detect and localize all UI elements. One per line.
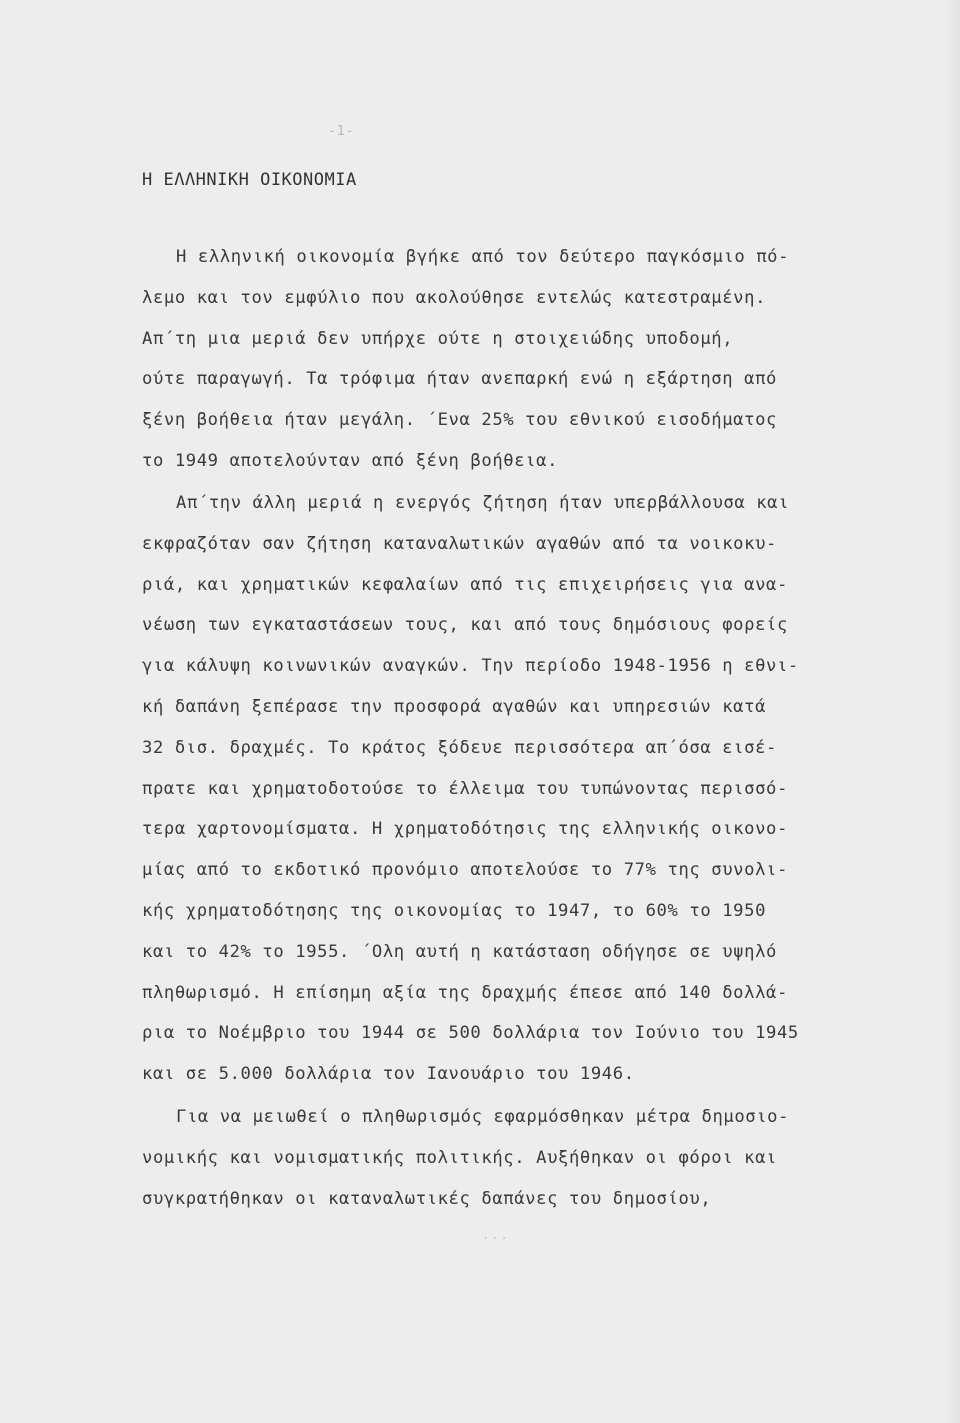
text-line: ξένη βοήθεια ήταν μεγάλη. ΄Ενα 25% του εθνικού εισοδήματος [142,410,777,431]
text-line: ούτε παραγωγή. Τα τρόφιμα ήταν ανεπαρκή ενώ η εξάρτηση από [142,369,777,390]
text-line: και σε 5.000 δολλάρια τον Ιανουάριο του 1946. [142,1064,635,1085]
text-line: πληθωρισμό. Η επίσημη αξία της δραχμής έπεσε από 140 δολλά- [142,982,788,1003]
text-line: πρατε και χρηματοδοτούσε το έλλειμα του τυπώνοντας περισσό- [142,778,788,799]
text-line: και το 42% το 1955. ΄Ολη αυτή η κατάσταση οδήγησε σε υψηλό [142,941,777,962]
text-line: τερα χαρτονομίσματα. Η χρηματοδότησις της ελληνικής οικονο- [142,819,788,840]
text-line: ρια το Νοέμβριο του 1944 σε 500 δολλάρια τον Ιούνιο του 1945 [142,1023,799,1044]
text-line: μίας από το εκδοτικό προνόμιο αποτελούσε το 77% της συνολι- [142,860,788,881]
page-number-mark: -1- [328,124,355,139]
text-line: εκφραζόταν σαν ζήτηση καταναλωτικών αγαθών από τα νοικοκυ- [142,533,777,554]
text-line: νέωση των εγκαταστάσεων τους, και από τους δημόσιους φορείς [142,615,788,636]
paragraph-3 [142,1097,882,1219]
text-line: συγκρατήθηκαν οι καταναλωτικές δαπάνες του δημοσίου, [142,1188,712,1209]
text-line: νομικής και νομισματικής πολιτικής. Αυξήθηκαν οι φόροι και [142,1147,777,1168]
text-line: 32 δισ. δραχμές. Το κράτος ξόδευε περισσότερα απ΄όσα εισέ- [142,737,777,758]
text-line: κή δαπάνη ξεπέρασε την προσφορά αγαθών και υπηρεσιών κατά [142,696,767,717]
text-line: Απ΄την άλλη μεριά η ενεργός ζήτηση ήταν υπερβάλλουσα και [176,493,790,513]
page-edge-shadow [946,0,960,1423]
text-line: Η ελληνική οικονομία βγήκε από τον δεύτερο παγκόσμιο πό- [176,247,790,267]
text-line: Απ΄τη μια μεριά δεν υπήρχε ούτε η στοιχειώδης υποδομή, [142,328,734,349]
text-line: Για να μειωθεί ο πληθωρισμός εφαρμόσθηκαν μέτρα δημοσιο- [176,1107,790,1127]
text-line: λεμο και τον εμφύλιο που ακολούθησε εντελώς κατεστραμένη. [142,287,767,308]
footer-mark: ... [482,1228,510,1242]
document-title: Η ΕΛΛΗΝΙΚΗ ΟΙΚΟΝΟΜΙΑ [142,170,357,190]
text-line: για κάλυψη κοινωνικών αναγκών. Την περίοδο 1948-1956 η εθνι- [142,656,799,677]
text-line: το 1949 αποτελούνταν από ξένη βοήθεια. [142,450,559,471]
paragraph-2 [142,483,882,1095]
text-line: ριά, και χρηματικών κεφαλαίων από τις επιχειρήσεις για ανα- [142,574,788,595]
paragraph-1 [142,237,882,482]
text-line: κής χρηματοδότησης της οικονομίας το 1947, το 60% το 1950 [142,900,767,921]
